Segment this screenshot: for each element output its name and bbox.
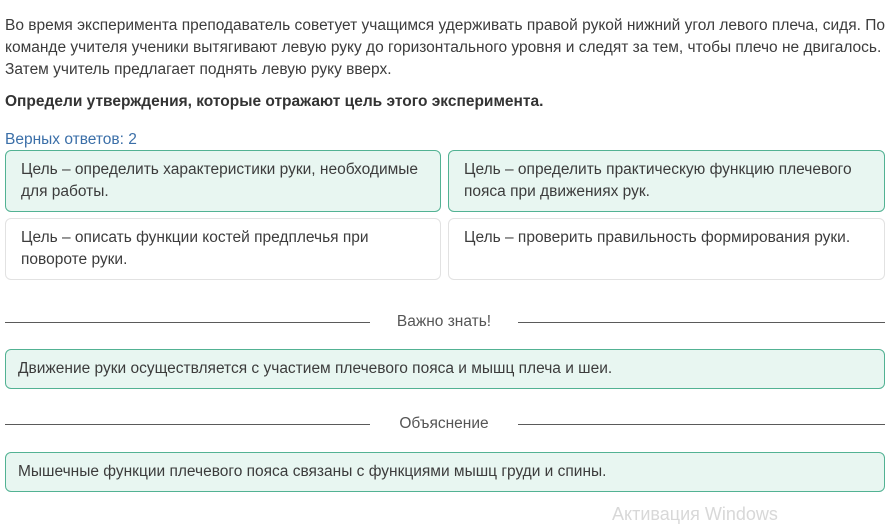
question-text: Во время эксперимента преподаватель советует учащимся удерживать правой рукой нижний угол левого плеча, сидя. По команде учителя ученики вытягивают левую руку до горизонтального уровня и следят за тем, чтобы плечо не двигалось. Затем учитель предлагает поднять левую руку вверх. bbox=[5, 17, 885, 78]
explanation-heading: Объяснение bbox=[399, 415, 489, 432]
correct-answers-count: Верных ответов: 2 bbox=[5, 131, 137, 148]
important-heading: Важно знать! bbox=[396, 313, 492, 330]
important-divider bbox=[5, 311, 885, 333]
activation-watermark: Активация Windows bbox=[612, 504, 778, 524]
explanation-note: Мышечные функции плечевого пояса связаны с функциями мышц груди и спины. bbox=[5, 452, 885, 492]
explanation-divider bbox=[5, 413, 885, 435]
answer-option-1[interactable]: Цель – определить характеристики руки, необходимые для работы. bbox=[5, 150, 441, 212]
divider-line-right bbox=[518, 424, 885, 425]
divider-line-left bbox=[5, 424, 370, 425]
divider-line-left bbox=[5, 322, 370, 323]
answer-option-3[interactable]: Цель – описать функции костей предплечья при повороте руки. bbox=[5, 218, 441, 280]
important-note: Движение руки осуществляется с участием плечевого пояса и мышц плеча и шеи. bbox=[5, 349, 885, 389]
answer-option-2[interactable]: Цель – определить практическую функцию плечевого пояса при движениях рук. bbox=[448, 150, 885, 212]
divider-line-right bbox=[518, 322, 885, 323]
answer-option-4[interactable]: Цель – проверить правильность формирования руки. bbox=[448, 218, 885, 280]
task-text: Определи утверждения, которые отражают цель этого эксперимента. bbox=[5, 93, 544, 110]
